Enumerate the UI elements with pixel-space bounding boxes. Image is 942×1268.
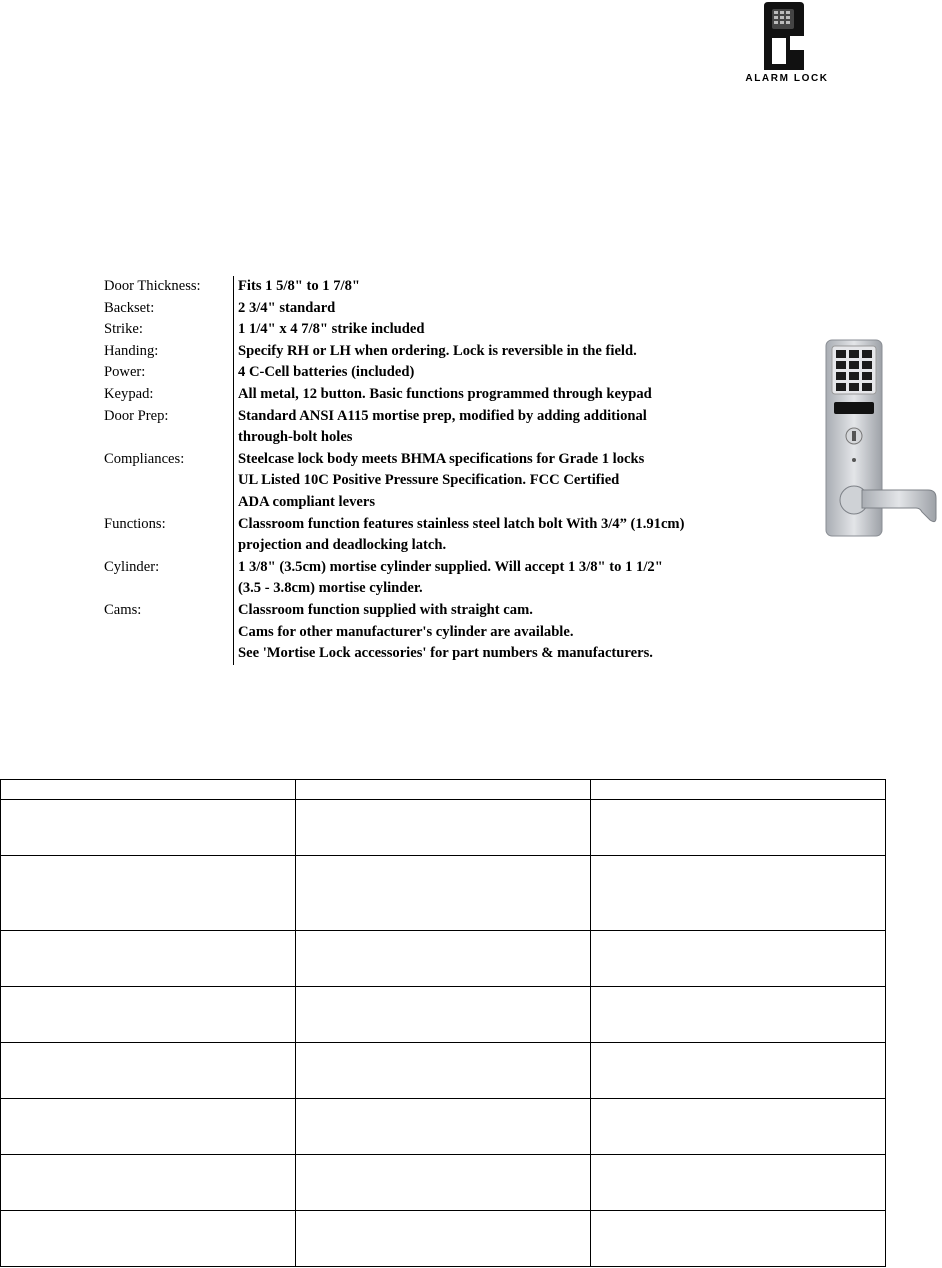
table-row bbox=[1, 1099, 886, 1155]
spec-value-line: through-bolt holes bbox=[238, 429, 353, 446]
table-row bbox=[1, 1155, 886, 1211]
spec-row bbox=[104, 276, 784, 298]
spec-value bbox=[233, 384, 784, 406]
spec-row bbox=[104, 514, 784, 557]
spec-value bbox=[233, 449, 784, 514]
spec-value bbox=[233, 514, 784, 557]
spec-value bbox=[233, 298, 784, 320]
product-image bbox=[822, 336, 942, 540]
spec-value-line: UL Listed 10C Positive Pressure Specification. FCC Certified bbox=[238, 472, 620, 489]
spec-value-line: Cams for other manufacturer's cylinder are available. bbox=[238, 623, 574, 640]
spec-value-line: projection and deadlocking latch. bbox=[238, 537, 447, 554]
table-header-row bbox=[1, 780, 886, 800]
spec-row bbox=[104, 341, 784, 363]
table-row bbox=[1, 931, 886, 987]
specifications-list bbox=[104, 276, 784, 665]
logo-brand-text: ALARM LOCK bbox=[745, 73, 829, 84]
spec-row bbox=[104, 557, 784, 600]
alarm-lock-logo bbox=[722, 0, 852, 86]
spec-label: Backset: bbox=[104, 299, 155, 316]
table-row bbox=[1, 1043, 886, 1099]
keypad-lever-lock-icon bbox=[822, 336, 942, 540]
spec-value-line: Steelcase lock body meets BHMA specifications for Grade 1 locks bbox=[238, 450, 645, 467]
spec-label: Cams: bbox=[104, 601, 142, 618]
spec-label: Door Prep: bbox=[104, 407, 169, 424]
spec-label: Compliances: bbox=[104, 450, 185, 467]
spec-value-line: 1 1/4" x 4 7/8" strike included bbox=[238, 321, 425, 338]
table-row bbox=[1, 800, 886, 856]
spec-value-line: Classroom function supplied with straight cam. bbox=[238, 601, 533, 618]
table-row bbox=[1, 1211, 886, 1267]
spec-value bbox=[233, 341, 784, 363]
spec-value-line: 1 3/8" (3.5cm) mortise cylinder supplied. Will accept 1 3/8" to 1 1/2" bbox=[238, 558, 663, 575]
spec-row bbox=[104, 600, 784, 665]
spec-label: Power: bbox=[104, 364, 146, 381]
spec-row bbox=[104, 319, 784, 341]
spec-value-line: Classroom function features stainless steel latch bolt With 3/4” (1.91cm) bbox=[238, 515, 685, 532]
table-row bbox=[1, 856, 886, 931]
spec-value-line: (3.5 - 3.8cm) mortise cylinder. bbox=[238, 580, 423, 597]
spec-value bbox=[233, 362, 784, 384]
spec-label: Handing: bbox=[104, 342, 159, 359]
spec-value bbox=[233, 276, 784, 298]
spec-value bbox=[233, 406, 784, 449]
keypad-lock-logo-icon bbox=[760, 0, 814, 72]
spec-row bbox=[104, 449, 784, 514]
spec-label: Strike: bbox=[104, 321, 143, 338]
spec-row bbox=[104, 384, 784, 406]
spec-value-line: Standard ANSI A115 mortise prep, modified by adding additional bbox=[238, 407, 647, 424]
spec-value-line: All metal, 12 button. Basic functions programmed through keypad bbox=[238, 385, 652, 402]
spec-label: Functions: bbox=[104, 515, 166, 532]
spec-row bbox=[104, 298, 784, 320]
spec-label: Cylinder: bbox=[104, 558, 160, 575]
spec-value-line: Specify RH or LH when ordering. Lock is reversible in the field. bbox=[238, 342, 637, 359]
spec-value-line: See 'Mortise Lock accessories' for part numbers & manufacturers. bbox=[238, 645, 653, 662]
spec-row bbox=[104, 406, 784, 449]
table-row bbox=[1, 987, 886, 1043]
spec-value-line: ADA compliant levers bbox=[238, 493, 376, 510]
spec-row bbox=[104, 362, 784, 384]
spec-value bbox=[233, 600, 784, 665]
spec-value bbox=[233, 319, 784, 341]
spec-value-line: Fits 1 5/8" to 1 7/8" bbox=[238, 278, 361, 294]
blank-table bbox=[0, 779, 886, 1267]
spec-value-line: 4 C-Cell batteries (included) bbox=[238, 364, 415, 381]
spec-label: Door Thickness: bbox=[104, 278, 201, 294]
spec-value-line: 2 3/4" standard bbox=[238, 299, 336, 316]
spec-value bbox=[233, 557, 784, 600]
spec-label: Keypad: bbox=[104, 385, 154, 402]
